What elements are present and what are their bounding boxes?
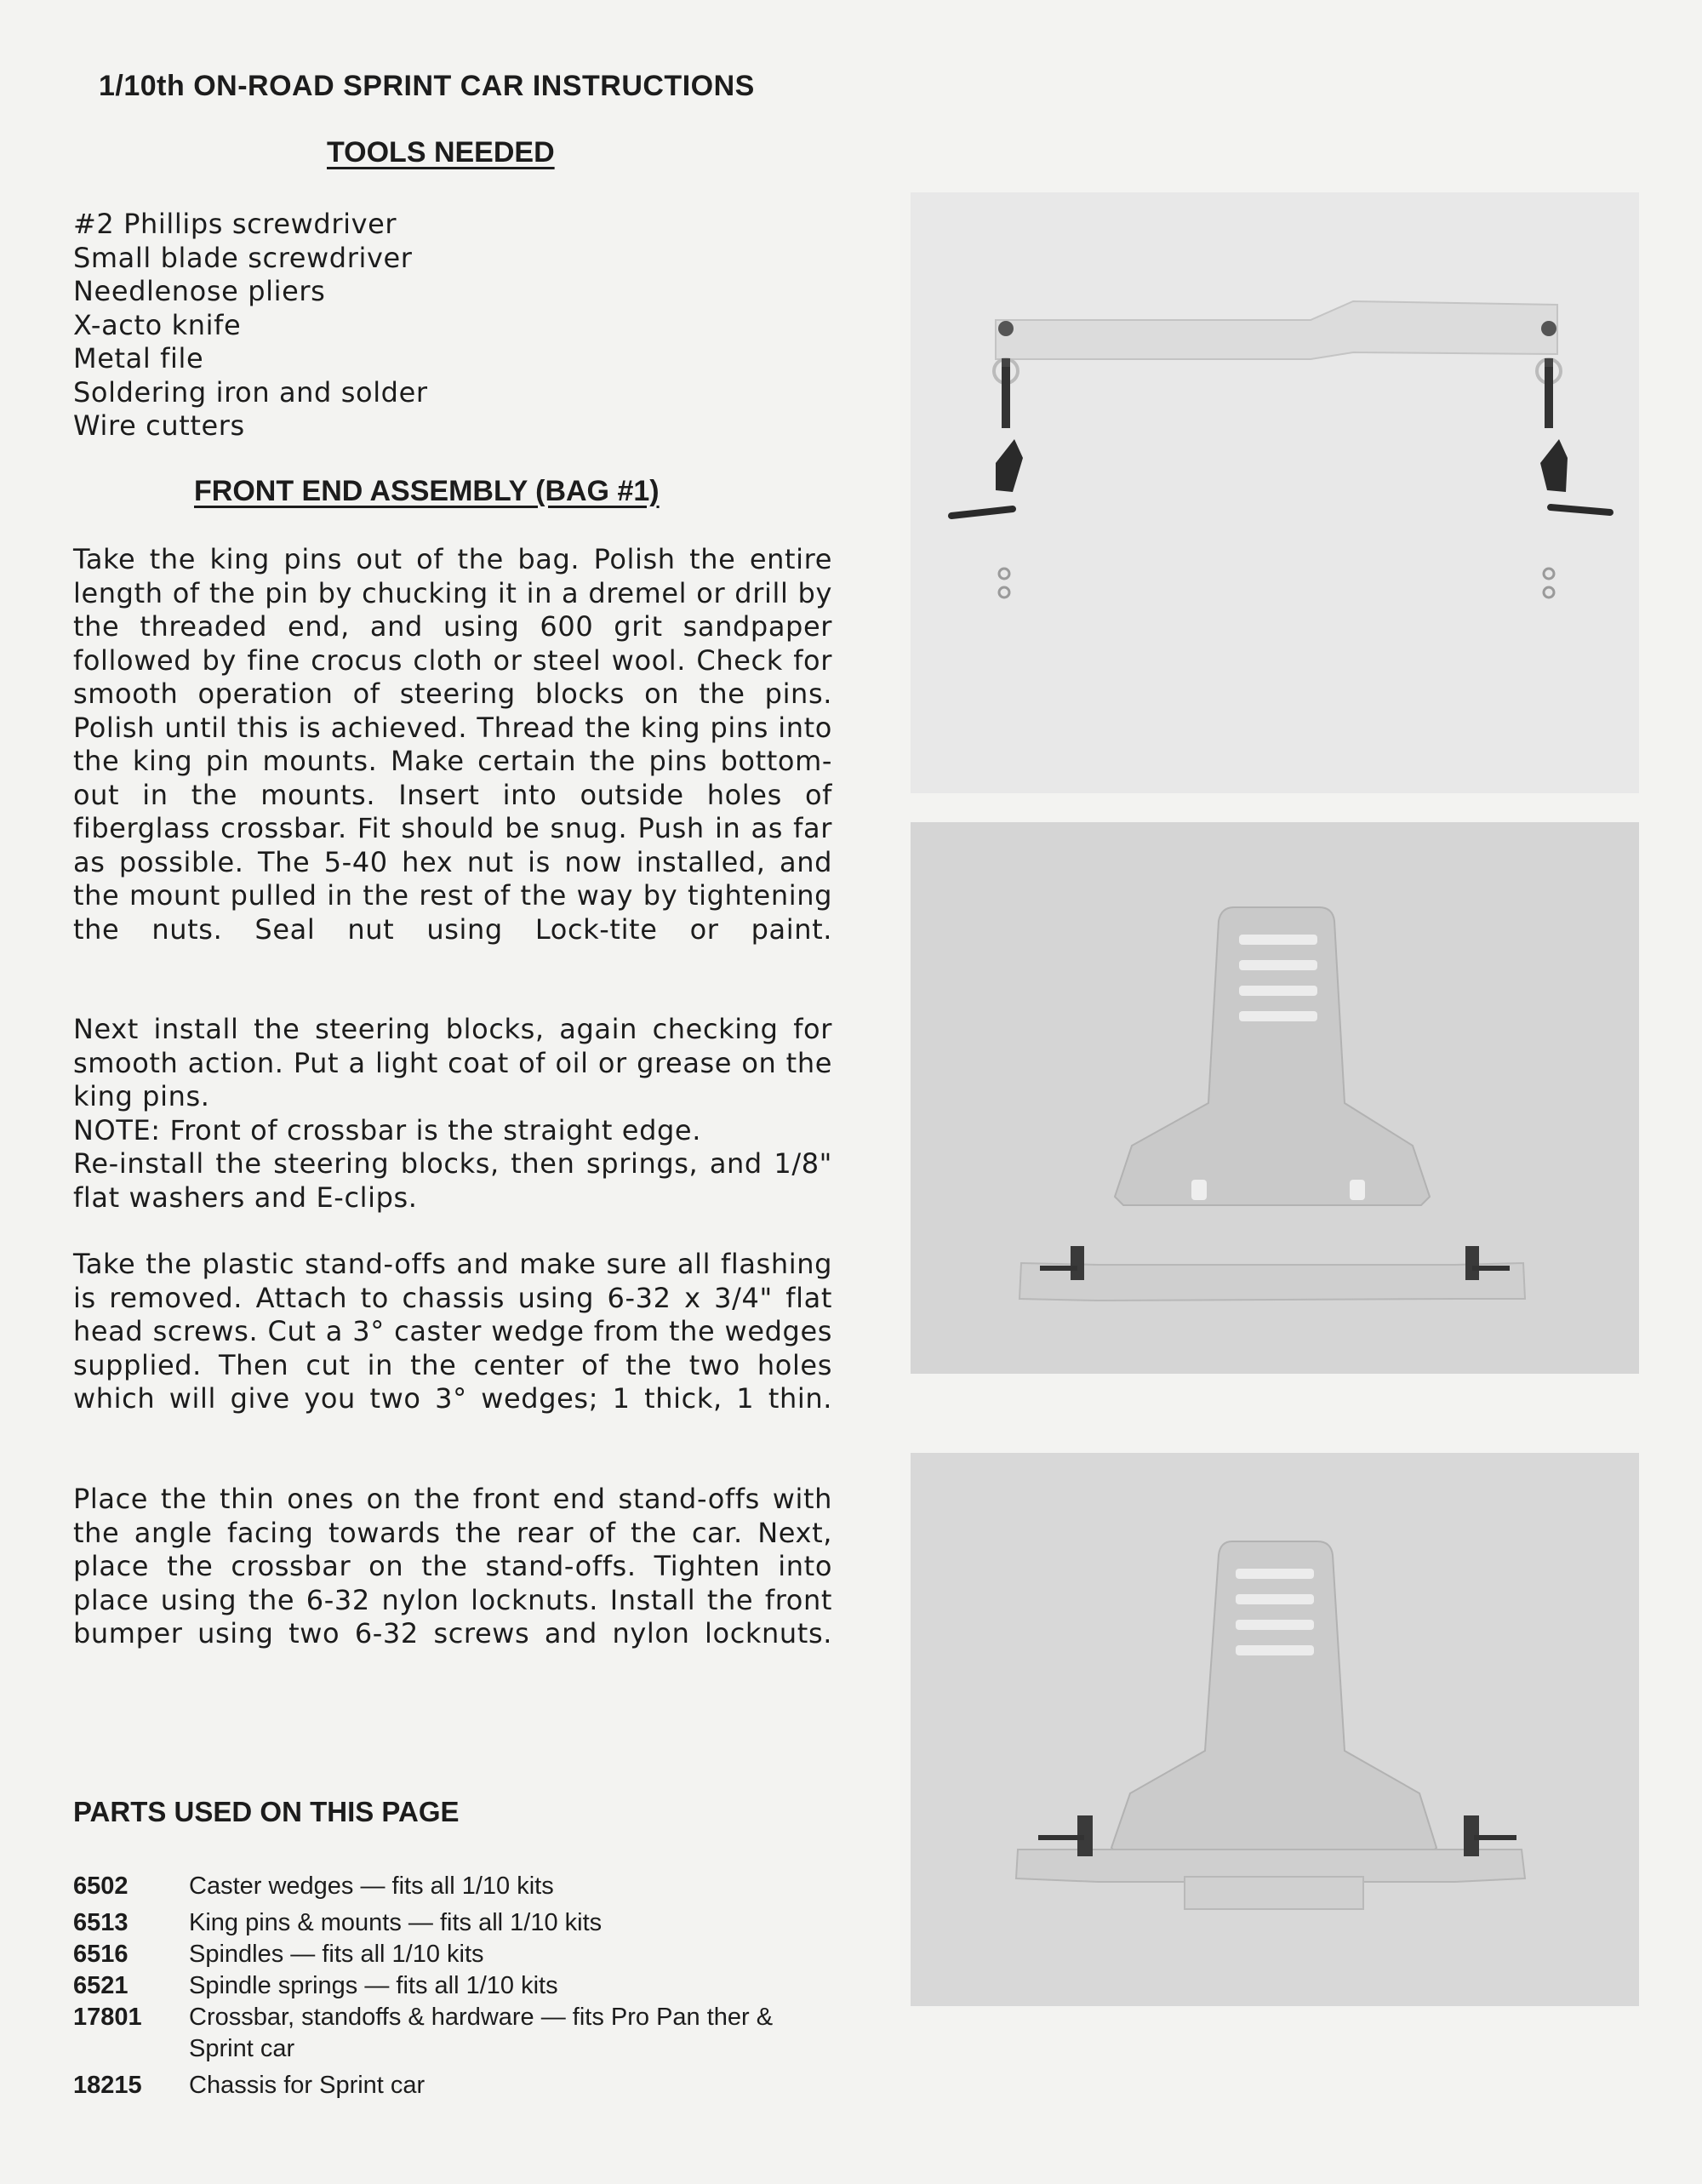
chassis-assembly-photo bbox=[911, 822, 1639, 1374]
tool-item: Wire cutters bbox=[73, 409, 245, 442]
part-description: King pins & mounts — fits all 1/10 kits bbox=[189, 1909, 603, 1936]
crossbar-parts-illustration bbox=[911, 192, 1639, 793]
page-title: 1/10th ON-ROAD SPRINT CAR INSTRUCTIONS bbox=[99, 70, 755, 102]
tool-item: X-acto knife bbox=[73, 308, 242, 341]
tool-item: Needlenose pliers bbox=[73, 275, 326, 307]
table-row bbox=[73, 2002, 802, 2070]
part-number: 17801 bbox=[73, 2004, 142, 2031]
part-description: Spindles — fits all 1/10 kits bbox=[189, 1941, 484, 1968]
crossbar-note: NOTE: Front of crossbar is the straight edge. bbox=[73, 1113, 701, 1146]
tools-list bbox=[73, 208, 428, 443]
part-number: 6502 bbox=[73, 1872, 129, 1900]
part-number: 6521 bbox=[73, 1972, 129, 1999]
chassis-bumper-illustration bbox=[911, 1453, 1639, 2006]
tools-heading: TOOLS NEEDED bbox=[327, 136, 555, 169]
front-end-heading: FRONT END ASSEMBLY (BAG #1) bbox=[194, 475, 660, 507]
part-description: Caster wedges — fits all 1/10 kits bbox=[189, 1872, 554, 1900]
part-number: 6516 bbox=[73, 1941, 129, 1968]
tool-item: Small blade screwdriver bbox=[73, 241, 413, 274]
part-number: 6513 bbox=[73, 1909, 129, 1936]
table-row bbox=[73, 1939, 802, 1970]
part-description: Chassis for Sprint car bbox=[189, 2072, 426, 2099]
tool-item: Soldering iron and solder bbox=[73, 375, 428, 409]
instruction-paragraph: Re-install the steering blocks, then springs, and 1/8" flat washers and E-clips. bbox=[73, 1147, 832, 1214]
instruction-paragraph: Take the plastic stand-offs and make sure all flashing is removed. Attach to chassis using 6-32 x 3/4" flat head screws. Cut a 3° caster wedge from the wedges supplied. Then cut in the center of the two holes which will give you two 3° wedges; 1 thick, 1 thin. bbox=[73, 1248, 832, 1415]
table-row bbox=[73, 1907, 802, 1939]
instruction-paragraph: Take the king pins out of the bag. Polish the entire length of the pin by chucking it in a dremel or drill by the threaded end, and using 600 grit sandpaper followed by fine crocus cloth or steel wool. Check for smooth operation of steering blocks on the pins. Polish until this is achieved. Thread the king pins into the king pin mounts. Make certain the pins bottom-out in the mounts. Insert into outside holes of fiberglass crossbar. Fit should be snug. Push in as far as possible. The 5-40 hex nut is now installed, and the mount pulled in the rest of the way by tightening the nuts. Seal nut using Lock-tite or paint. bbox=[73, 543, 832, 946]
instruction-paragraph: Next install the steering blocks, again checking for smooth action. Put a light coat of oil or grease on the king pins. bbox=[73, 1013, 832, 1112]
crossbar-parts-photo bbox=[911, 192, 1639, 793]
part-description: Crossbar, standoffs & hardware — fits Pro Pan ther & Sprint car bbox=[189, 2004, 774, 2062]
parts-table bbox=[73, 1871, 802, 2101]
table-row bbox=[73, 2070, 802, 2101]
instruction-paragraph: Place the thin ones on the front end stand-offs with the angle facing towards the rear of the car. Next, place the crossbar on the stand-offs. Tighten into place using the 6-32 nylon locknuts. Install the front bumper using two 6-32 screws and nylon locknuts. bbox=[73, 1483, 832, 1649]
table-row bbox=[73, 1970, 802, 2002]
instruction-block-steering bbox=[73, 1013, 832, 1215]
chassis-assembly-illustration bbox=[911, 822, 1639, 1374]
parts-heading: PARTS USED ON THIS PAGE bbox=[73, 1796, 460, 1827]
tool-item: #2 Phillips screwdriver bbox=[73, 208, 397, 240]
tool-item: Metal file bbox=[73, 342, 204, 374]
part-number: 18215 bbox=[73, 2072, 142, 2099]
table-row bbox=[73, 1871, 802, 1907]
chassis-bumper-photo bbox=[911, 1453, 1639, 2006]
part-description: Spindle springs — fits all 1/10 kits bbox=[189, 1972, 558, 1999]
